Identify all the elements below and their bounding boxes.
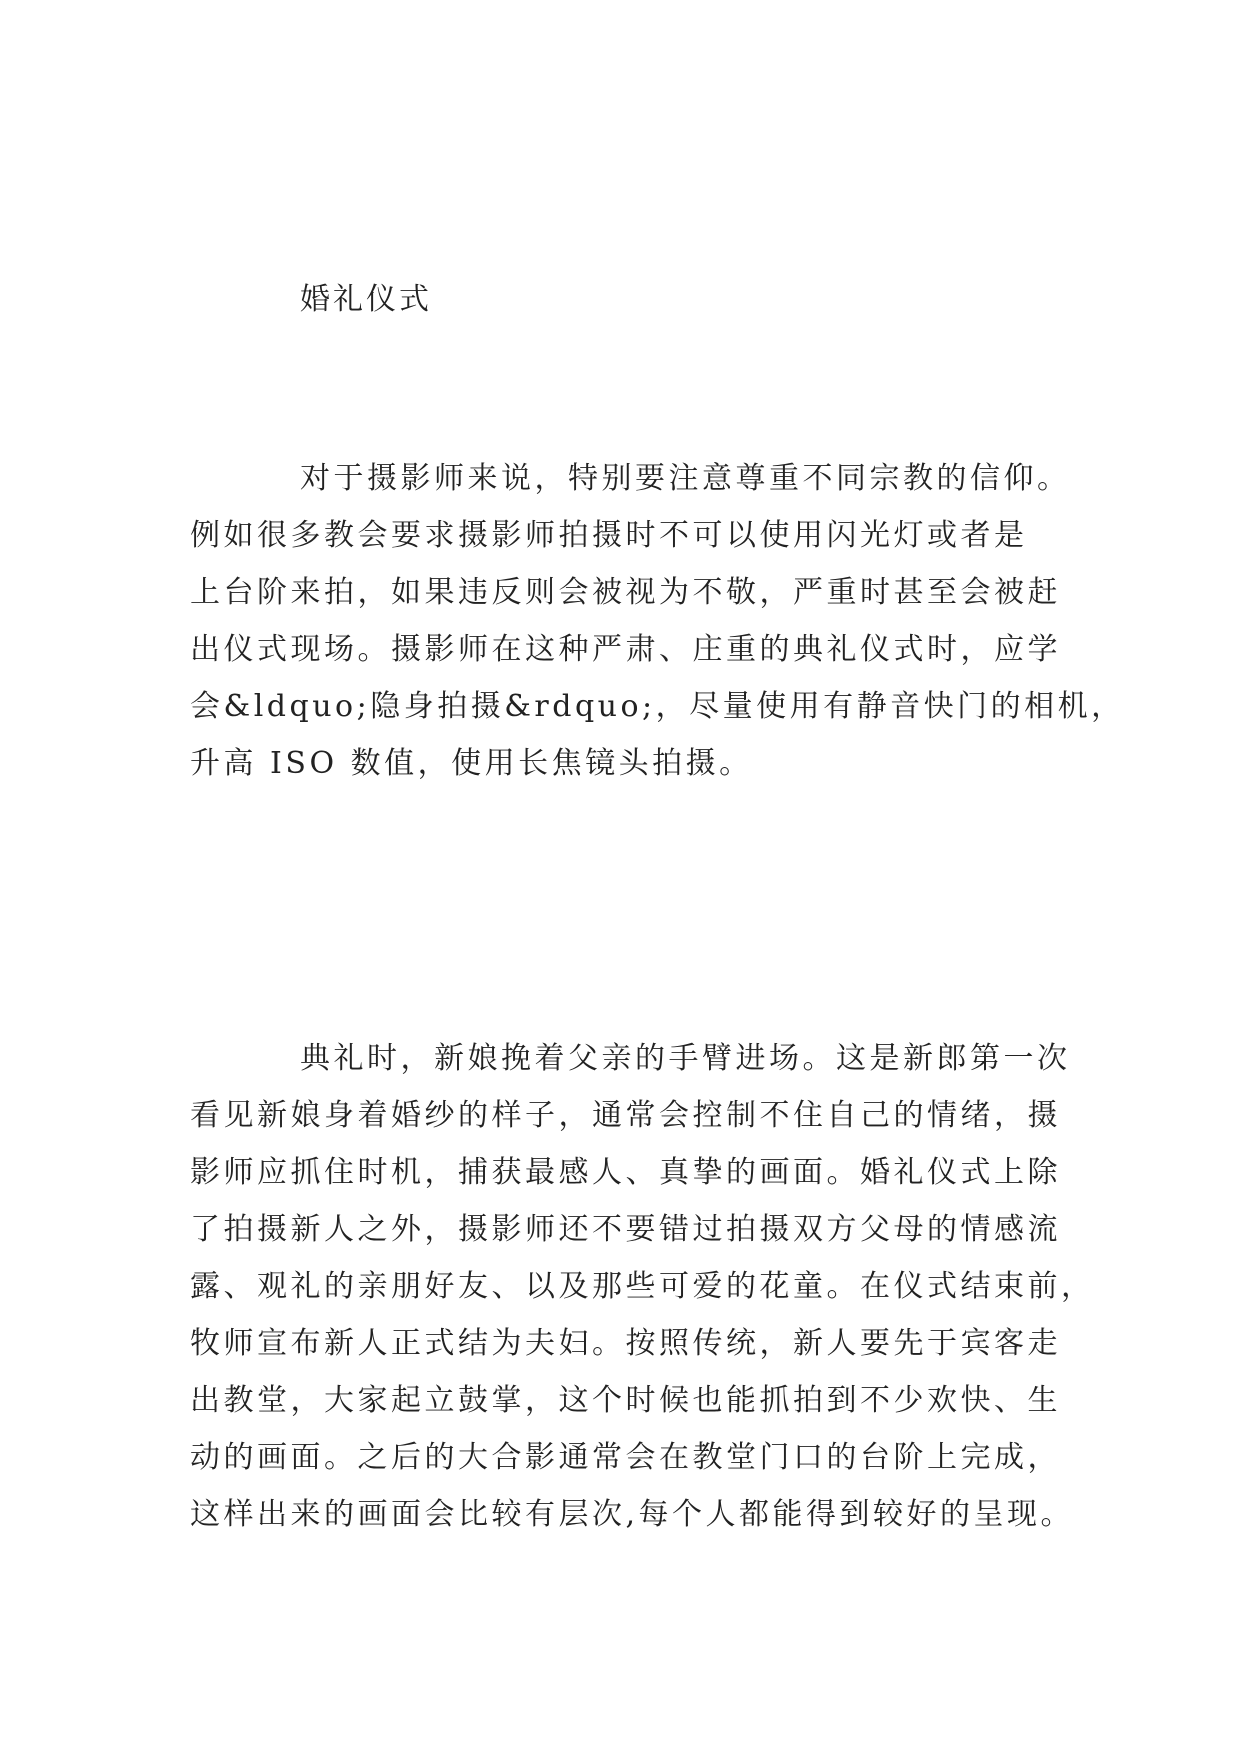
- paragraph-photographer-etiquette: [190, 450, 1125, 792]
- paragraph-line: 典礼时，新娘挽着父亲的手臂进场。这是新郎第一次: [300, 1041, 1071, 1076]
- paragraph-line: 动的画面。之后的大合影通常会在教堂门口的台阶上完成，: [190, 1440, 1061, 1475]
- paragraph-line: 露、观礼的亲朋好友、以及那些可爱的花童。在仪式结束前，: [190, 1269, 1095, 1304]
- paragraph-line: 影师应抓住时机，捕获最感人、真挚的画面。婚礼仪式上除: [190, 1155, 1061, 1190]
- section-heading: 婚礼仪式: [300, 282, 432, 317]
- paragraph-line: 牧师宣布新人正式结为夫妇。按照传统，新人要先于宾客走: [190, 1326, 1061, 1361]
- paragraph-line: 上台阶来拍，如果违反则会被视为不敬，严重时甚至会被赶: [190, 575, 1061, 610]
- paragraph-line: 了拍摄新人之外，摄影师还不要错过拍摄双方父母的情感流: [190, 1212, 1061, 1247]
- paragraph-line: 对于摄影师来说，特别要注意尊重不同宗教的信仰。: [300, 461, 1071, 496]
- paragraph-line: 出仪式现场。摄影师在这种严肃、庄重的典礼仪式时，应学: [190, 632, 1061, 667]
- paragraph-line: 这样出来的画面会比较有层次,每个人都能得到较好的呈现。: [190, 1497, 1075, 1532]
- paragraph-line: 看见新娘身着婚纱的样子，通常会控制不住自己的情绪，摄: [190, 1098, 1061, 1133]
- paragraph-line: 例如很多教会要求摄影师拍摄时不可以使用闪光灯或者是: [190, 518, 1028, 553]
- paragraph-ceremony: [190, 1030, 1095, 1543]
- paragraph-line: 升高 ISO 数值，使用长焦镜头拍摄。: [190, 746, 753, 781]
- paragraph-line: 出教堂，大家起立鼓掌，这个时候也能抓拍到不少欢快、生: [190, 1383, 1061, 1418]
- paragraph-line: 会&ldquo;隐身拍摄&rdquo;，尽量使用有静音快门的相机，: [190, 689, 1125, 724]
